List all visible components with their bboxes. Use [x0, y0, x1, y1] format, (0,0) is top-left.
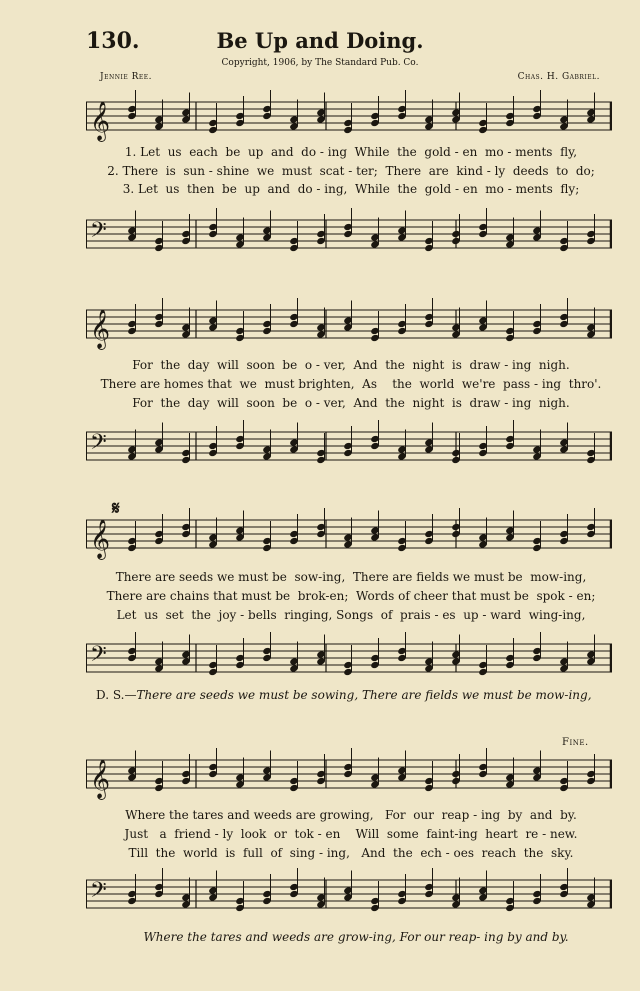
ds-label: D. S.: [96, 688, 125, 702]
hymn-title: Be Up and Doing.: [216, 28, 424, 53]
verse-line-3-2: There are chains that must be brok-en; Words of cheer that must be spok - en;: [106, 589, 596, 603]
verse-line-3-1: There are seeds we must be sow-ing, There are fields we must be mow-ing,: [115, 570, 587, 584]
fine-marking: Fine.: [562, 737, 589, 748]
verse-line-1-3: 3. Let us then be up and do - ing, While the gold - en mo - ments fly;: [122, 182, 580, 196]
bass-clef: 𝄢: [90, 642, 107, 672]
bass-clef: 𝄢: [90, 878, 107, 908]
verse-line-1-2: 2. There is sun - shine we must scat - ter; There are kind - ly deeds to do;: [107, 164, 595, 178]
hymn-number: 130.: [86, 28, 140, 54]
verse-line-3-3: Let us set the joy - bells ringing, Songs of prais - es up - ward wing-ing,: [116, 608, 586, 622]
segno-sign: 𝄋: [112, 498, 120, 519]
treble-staff-lines: [86, 748, 612, 804]
bass-staff-system-2: [86, 420, 612, 480]
bass-staff-lines: [86, 868, 612, 924]
bass-staff-system-4: [86, 868, 612, 924]
bass-staff-system-3: [86, 632, 612, 688]
lyricist-credit: Jennie Ree.: [100, 72, 152, 82]
treble-clef: 𝄞: [90, 759, 111, 799]
treble-staff-system-3: [86, 508, 612, 564]
dal-segno-line: [96, 688, 616, 702]
bass-staff-lines: [86, 632, 612, 688]
refrain-alt-lyrics: Where the tares and weeds are grow-ing, For our reap- ing by and by.: [143, 930, 569, 944]
treble-staff-system-4: [86, 748, 612, 804]
verse-line-4-2: Just a friend - ly look or tok - en Will some faint-ing heart re - new.: [124, 827, 578, 841]
treble-staff-system-2: [86, 298, 612, 354]
verse-line-2-1: For the day will soon be o - ver, And the night is draw - ing nigh.: [132, 358, 570, 372]
copyright-notice: Copyright, 1906, by The Standard Pub. Co.: [221, 58, 419, 68]
treble-staff-system-1: [86, 90, 612, 146]
treble-staff-lines: [86, 90, 612, 146]
treble-clef: 𝄞: [90, 309, 111, 349]
bass-clef: 𝄢: [90, 218, 107, 248]
treble-clef: 𝄞: [90, 519, 111, 559]
verse-line-1-1: 1. Let us each be up and do - ing While the gold - en mo - ments fly,: [124, 145, 578, 159]
bass-staff-system-1: [86, 208, 612, 268]
composer-credit: Chas. H. Gabriel.: [517, 72, 600, 82]
verse-line-4-1: Where the tares and weeds are growing, For our reap - ing by and by.: [125, 808, 577, 822]
treble-staff-lines: [86, 298, 612, 354]
verse-line-4-3: Till the world is full of sing - ing, And the ech - oes reach the sky.: [128, 846, 574, 860]
bass-staff-lines: [86, 420, 612, 480]
ds-text: —There are seeds we must be sowing, There are fields we must be mow-ing,: [124, 688, 592, 702]
bass-clef: 𝄢: [90, 430, 107, 460]
bass-staff-lines: [86, 208, 612, 268]
verse-line-2-2: There are homes that we must brighten, As the world we're pass - ing thro'.: [100, 377, 602, 391]
verse-line-2-3: For the day will soon be o - ver, And the night is draw - ing nigh.: [132, 396, 570, 410]
treble-clef: 𝄞: [90, 101, 111, 141]
treble-staff-lines: [86, 508, 612, 564]
